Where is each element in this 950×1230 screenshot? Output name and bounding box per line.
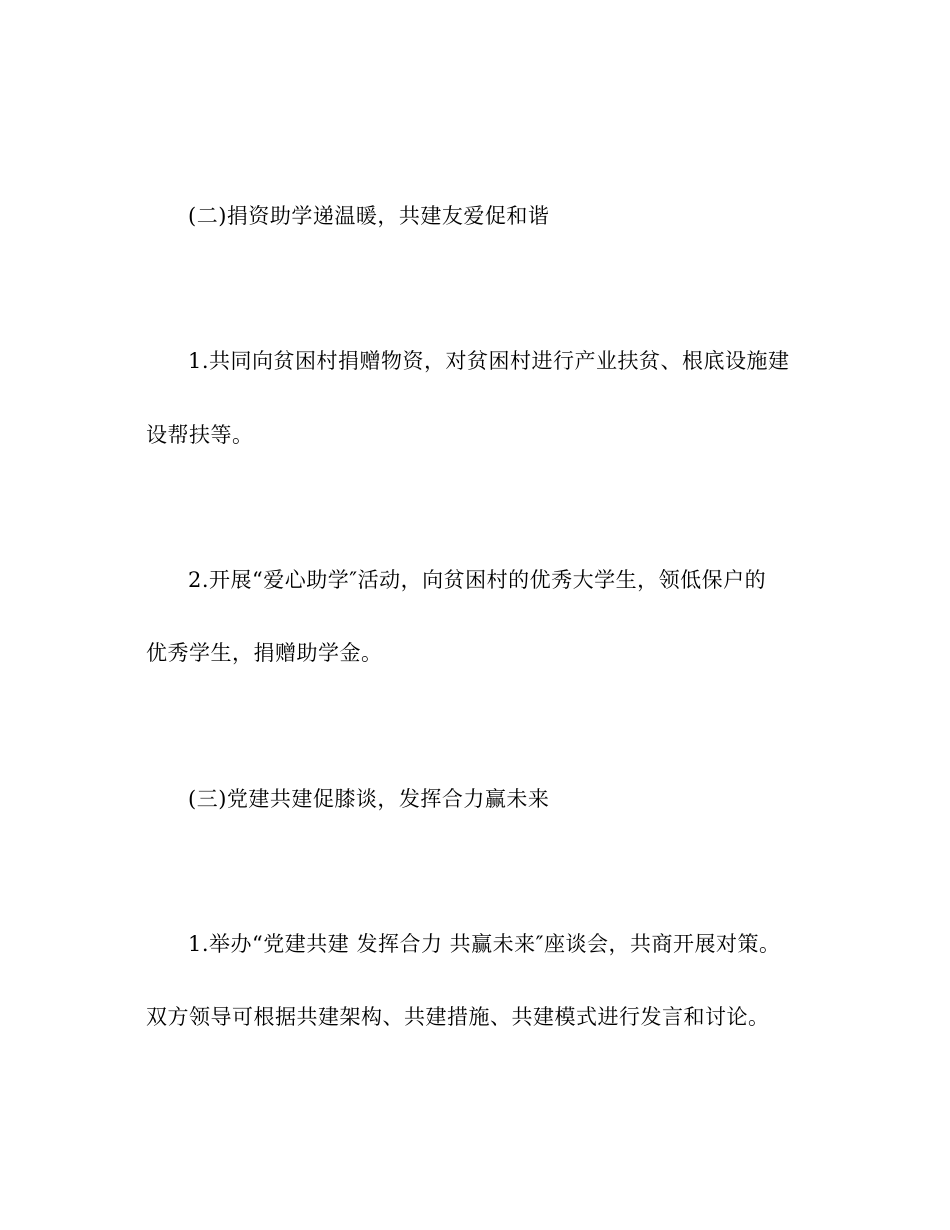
paragraph-1-line-2: 设帮扶等。 [146, 423, 254, 447]
section-heading-2: (二)捐资助学递温暖，共建友爱促和谐 [188, 204, 550, 228]
paragraph-2-line-1: 2.开展“爱心助学″活动，向贫困村的优秀大学生，领低保户的 [188, 568, 767, 592]
section-heading-3: (三)党建共建促膝谈，发挥合力赢未来 [188, 787, 550, 811]
paragraph-3-line-1: 1.举办“党建共建 发挥合力 共赢未来″座谈会，共商开展对策。 [188, 932, 781, 956]
paragraph-2-line-2: 优秀学生，捐赠助学金。 [146, 641, 383, 665]
paragraph-1-line-1: 1.共同向贫困村捐赠物资，对贫困村进行产业扶贫、根底设施建 [188, 349, 790, 373]
paragraph-3-line-2: 双方领导可根据共建架构、共建措施、共建模式进行发言和讨论。 [146, 1005, 770, 1029]
